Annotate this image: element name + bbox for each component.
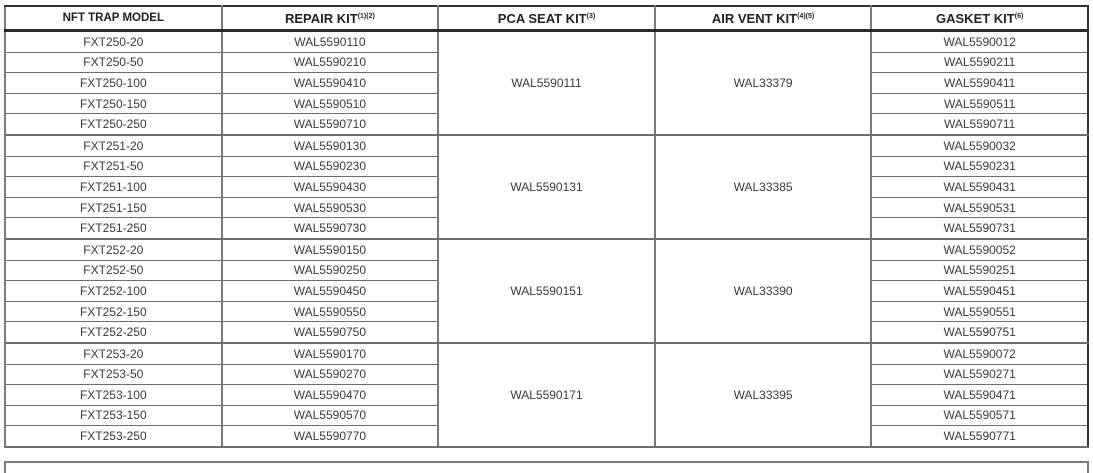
cell-air-vent-kit: WAL33395 (655, 343, 872, 447)
cell-gasket-kit: WAL5590571 (871, 405, 1088, 426)
cell-model: FXT251-100 (5, 177, 222, 198)
header-label: REPAIR KIT (284, 10, 358, 26)
table-row (5, 135, 1088, 156)
footnote-area (4, 461, 1089, 473)
cell-repair-kit: WAL5590250 (222, 260, 439, 281)
cell-pca-seat-kit: WAL5590171 (438, 343, 655, 447)
cell-repair-kit: WAL5590470 (222, 385, 439, 406)
cell-repair-kit: WAL5590110 (222, 31, 439, 53)
cell-repair-kit: WAL5590210 (222, 52, 439, 73)
cell-pca-seat-kit: WAL5590131 (438, 135, 655, 239)
table-body (5, 31, 1088, 447)
cell-air-vent-kit: WAL33385 (655, 135, 872, 239)
cell-gasket-kit: WAL5590731 (871, 218, 1088, 239)
cell-gasket-kit: WAL5590211 (871, 52, 1088, 73)
cell-repair-kit: WAL5590550 (222, 301, 439, 322)
cell-model: FXT252-250 (5, 322, 222, 343)
cell-gasket-kit: WAL5590072 (871, 343, 1088, 364)
cell-model: FXT252-150 (5, 301, 222, 322)
cell-repair-kit: WAL5590450 (222, 281, 439, 302)
cell-pca-seat-kit: WAL5590151 (438, 239, 655, 343)
header-label: GASKET KIT (936, 10, 1015, 26)
header-gasket-kit (871, 6, 1088, 31)
footnote-ref: (3) (586, 12, 596, 20)
cell-model: FXT250-50 (5, 52, 222, 73)
cell-gasket-kit: WAL5590411 (871, 73, 1088, 94)
footnote-ref: (4)(5) (797, 12, 815, 20)
cell-repair-kit: WAL5590510 (222, 93, 439, 114)
table-row (5, 239, 1088, 260)
footnote-ref: (1)(2) (357, 12, 375, 20)
cell-model: FXT250-250 (5, 114, 222, 135)
cell-model: FXT251-50 (5, 156, 222, 177)
cell-gasket-kit: WAL5590771 (871, 426, 1088, 447)
cell-repair-kit: WAL5590730 (222, 218, 439, 239)
cell-model: FXT252-100 (5, 281, 222, 302)
cell-repair-kit: WAL5590530 (222, 197, 439, 218)
cell-model: FXT251-250 (5, 218, 222, 239)
header-label: PCA SEAT KIT (497, 10, 587, 26)
header-nft-trap-model (5, 6, 222, 31)
cell-repair-kit: WAL5590230 (222, 156, 439, 177)
cell-model: FXT252-50 (5, 260, 222, 281)
cell-repair-kit: WAL5590410 (222, 73, 439, 94)
cell-gasket-kit: WAL5590451 (871, 281, 1088, 302)
cell-model: FXT251-150 (5, 197, 222, 218)
cell-model: FXT253-250 (5, 426, 222, 447)
cell-model: FXT250-150 (5, 93, 222, 114)
cell-air-vent-kit: WAL33379 (655, 31, 872, 135)
header-label: NFT TRAP MODEL (62, 12, 164, 24)
cell-gasket-kit: WAL5590012 (871, 31, 1088, 53)
cell-gasket-kit: WAL5590052 (871, 239, 1088, 260)
footnote-ref: (6) (1014, 12, 1024, 20)
cell-gasket-kit: WAL5590431 (871, 177, 1088, 198)
cell-repair-kit: WAL5590770 (222, 426, 439, 447)
cell-gasket-kit: WAL5590751 (871, 322, 1088, 343)
cell-repair-kit: WAL5590150 (222, 239, 439, 260)
cell-repair-kit: WAL5590570 (222, 405, 439, 426)
cell-gasket-kit: WAL5590551 (871, 301, 1088, 322)
cell-gasket-kit: WAL5590711 (871, 114, 1088, 135)
cell-gasket-kit: WAL5590231 (871, 156, 1088, 177)
cell-repair-kit: WAL5590130 (222, 135, 439, 156)
table-row (5, 31, 1088, 53)
header-repair-kit (222, 6, 439, 31)
cell-gasket-kit: WAL5590032 (871, 135, 1088, 156)
cell-model: FXT253-20 (5, 343, 222, 364)
cell-air-vent-kit: WAL33390 (655, 239, 872, 343)
header-pca-seat-kit (438, 6, 655, 31)
cell-model: FXT250-100 (5, 73, 222, 94)
header-label: AIR VENT KIT (711, 10, 798, 26)
cell-model: FXT251-20 (5, 135, 222, 156)
cell-model: FXT253-50 (5, 364, 222, 385)
cell-gasket-kit: WAL5590251 (871, 260, 1088, 281)
cell-repair-kit: WAL5590750 (222, 322, 439, 343)
kit-table (4, 5, 1089, 448)
cell-repair-kit: WAL5590710 (222, 114, 439, 135)
table-row (5, 343, 1088, 364)
cell-model: FXT253-100 (5, 385, 222, 406)
header-row (5, 6, 1088, 31)
header-air-vent-kit (655, 6, 872, 31)
cell-repair-kit: WAL5590430 (222, 177, 439, 198)
cell-gasket-kit: WAL5590471 (871, 385, 1088, 406)
cell-model: FXT253-150 (5, 405, 222, 426)
cell-gasket-kit: WAL5590531 (871, 197, 1088, 218)
cell-gasket-kit: WAL5590511 (871, 93, 1088, 114)
cell-repair-kit: WAL5590170 (222, 343, 439, 364)
cell-gasket-kit: WAL5590271 (871, 364, 1088, 385)
cell-repair-kit: WAL5590270 (222, 364, 439, 385)
cell-model: FXT250-20 (5, 31, 222, 53)
cell-model: FXT252-20 (5, 239, 222, 260)
cell-pca-seat-kit: WAL5590111 (438, 31, 655, 135)
